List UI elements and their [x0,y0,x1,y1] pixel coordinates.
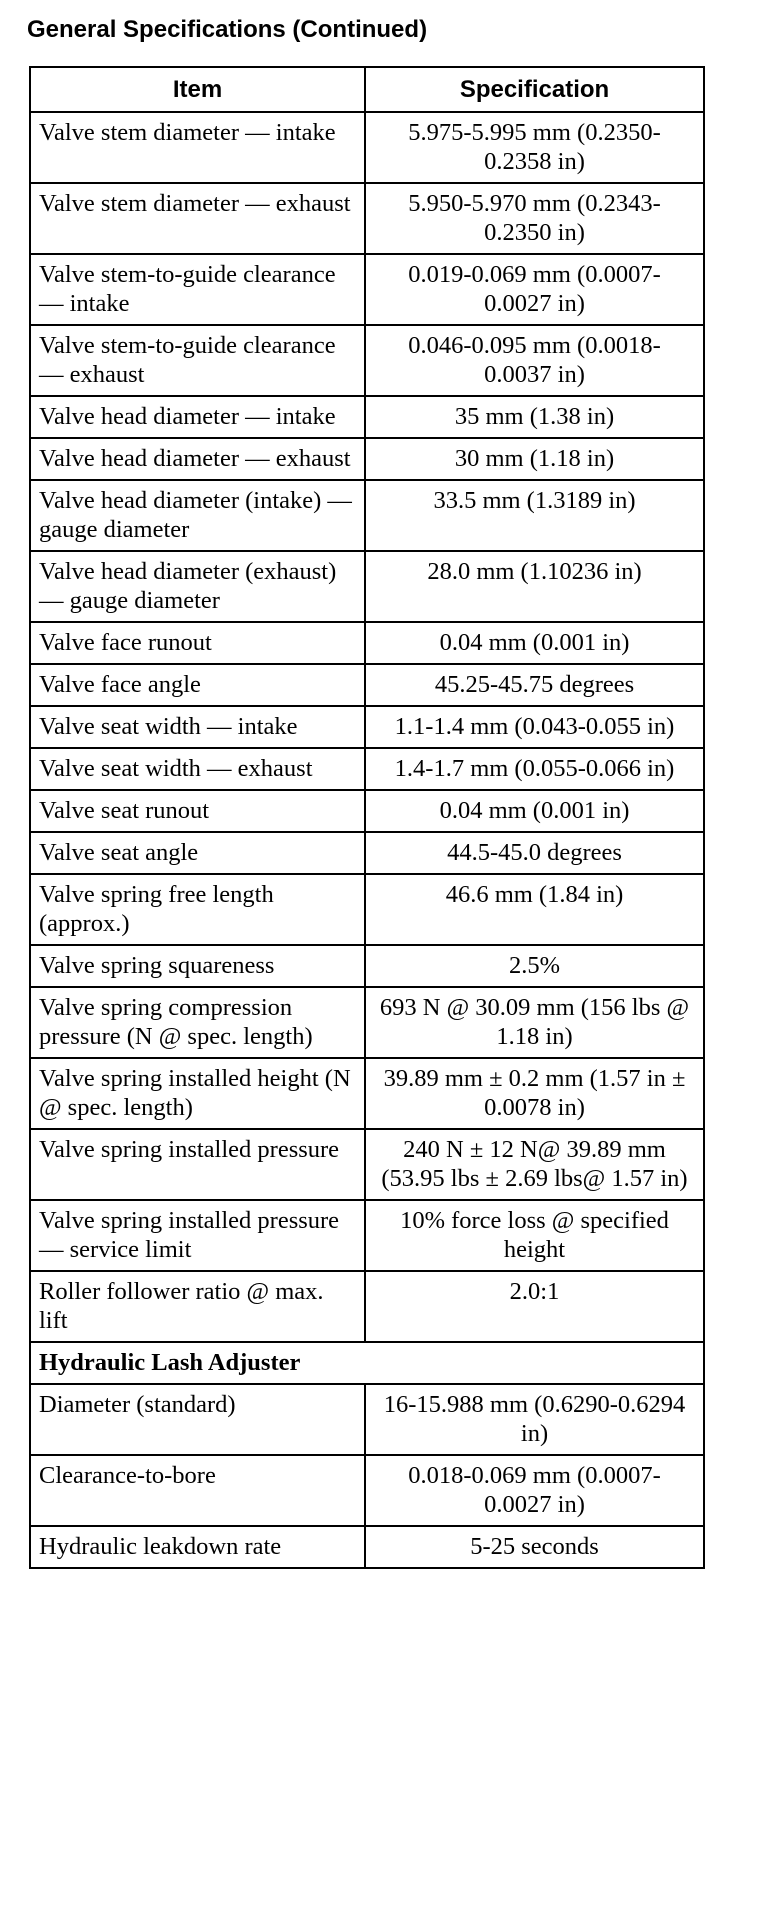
item-cell: Valve head diameter — exhaust [30,438,365,480]
table-row [30,1384,704,1455]
table-row [30,183,704,254]
table-row [30,438,704,480]
table-row [30,112,704,183]
table-row [30,832,704,874]
specification-cell: 39.89 mm ± 0.2 mm (1.57 in ± 0.0078 in) [365,1058,704,1129]
specification-cell: 0.019-0.069 mm (0.0007-0.0027 in) [365,254,704,325]
specification-cell: 33.5 mm (1.3189 in) [365,480,704,551]
specification-cell: 10% force loss @ specified height [365,1200,704,1271]
specification-cell: 5-25 seconds [365,1526,704,1568]
item-cell: Clearance-to-bore [30,1455,365,1526]
item-cell: Valve head diameter (exhaust) — gauge diameter [30,551,365,622]
item-cell: Valve stem diameter — exhaust [30,183,365,254]
specification-cell: 0.04 mm (0.001 in) [365,622,704,664]
specifications-table [29,66,705,1569]
header-row [30,67,704,112]
table-row [30,790,704,832]
item-cell: Valve seat runout [30,790,365,832]
table-row [30,1058,704,1129]
specification-cell: 240 N ± 12 N@ 39.89 mm (53.95 lbs ± 2.69 lbs@ 1.57 in) [365,1129,704,1200]
specification-cell: 5.950-5.970 mm (0.2343-0.2350 in) [365,183,704,254]
specification-cell: 16-15.988 mm (0.6290-0.6294 in) [365,1384,704,1455]
item-cell: Valve head diameter (intake) — gauge diameter [30,480,365,551]
table-body [30,112,704,1568]
item-cell: Valve head diameter — intake [30,396,365,438]
item-cell: Valve face angle [30,664,365,706]
table-row [30,480,704,551]
item-cell: Valve spring free length (approx.) [30,874,365,945]
specification-cell: 693 N @ 30.09 mm (156 lbs @ 1.18 in) [365,987,704,1058]
table-row [30,706,704,748]
specification-column-header: Specification [365,67,704,112]
item-cell: Valve spring installed pressure [30,1129,365,1200]
table-row [30,396,704,438]
specification-cell: 1.4-1.7 mm (0.055-0.066 in) [365,748,704,790]
table-row [30,551,704,622]
item-cell: Valve stem-to-guide clearance — exhaust [30,325,365,396]
table-row [30,874,704,945]
page-title: General Specifications (Continued) [27,16,428,43]
item-cell: Valve spring compression pressure (N @ spec. length) [30,987,365,1058]
specification-cell: 0.04 mm (0.001 in) [365,790,704,832]
table-row [30,1526,704,1568]
item-cell: Roller follower ratio @ max. lift [30,1271,365,1342]
item-column-header: Item [30,67,365,112]
item-cell: Hydraulic leakdown rate [30,1526,365,1568]
table-row [30,622,704,664]
item-cell: Valve spring installed pressure — service limit [30,1200,365,1271]
table-row [30,748,704,790]
table-row [30,1455,704,1526]
specification-cell: 30 mm (1.18 in) [365,438,704,480]
table-row [30,987,704,1058]
table-row [30,664,704,706]
specification-cell: 35 mm (1.38 in) [365,396,704,438]
specification-cell: 2.0:1 [365,1271,704,1342]
specification-cell: 0.018-0.069 mm (0.0007-0.0027 in) [365,1455,704,1526]
item-cell: Valve spring squareness [30,945,365,987]
specification-cell: 44.5-45.0 degrees [365,832,704,874]
item-cell: Valve seat width — intake [30,706,365,748]
section-row [30,1342,704,1384]
table-row [30,945,704,987]
table-row [30,325,704,396]
table-row [30,254,704,325]
specification-cell: 45.25-45.75 degrees [365,664,704,706]
table-row [30,1271,704,1342]
item-cell: Valve spring installed height (N @ spec. length) [30,1058,365,1129]
item-cell: Valve stem-to-guide clearance — intake [30,254,365,325]
specification-cell: 2.5% [365,945,704,987]
specification-cell: 1.1-1.4 mm (0.043-0.055 in) [365,706,704,748]
table-row [30,1200,704,1271]
specification-cell: 46.6 mm (1.84 in) [365,874,704,945]
item-cell: Valve stem diameter — intake [30,112,365,183]
section-heading: Hydraulic Lash Adjuster [30,1342,704,1384]
item-cell: Diameter (standard) [30,1384,365,1455]
specification-cell: 28.0 mm (1.10236 in) [365,551,704,622]
item-cell: Valve seat angle [30,832,365,874]
specification-cell: 5.975-5.995 mm (0.2350-0.2358 in) [365,112,704,183]
item-cell: Valve seat width — exhaust [30,748,365,790]
table-row [30,1129,704,1200]
specification-cell: 0.046-0.095 mm (0.0018-0.0037 in) [365,325,704,396]
item-cell: Valve face runout [30,622,365,664]
